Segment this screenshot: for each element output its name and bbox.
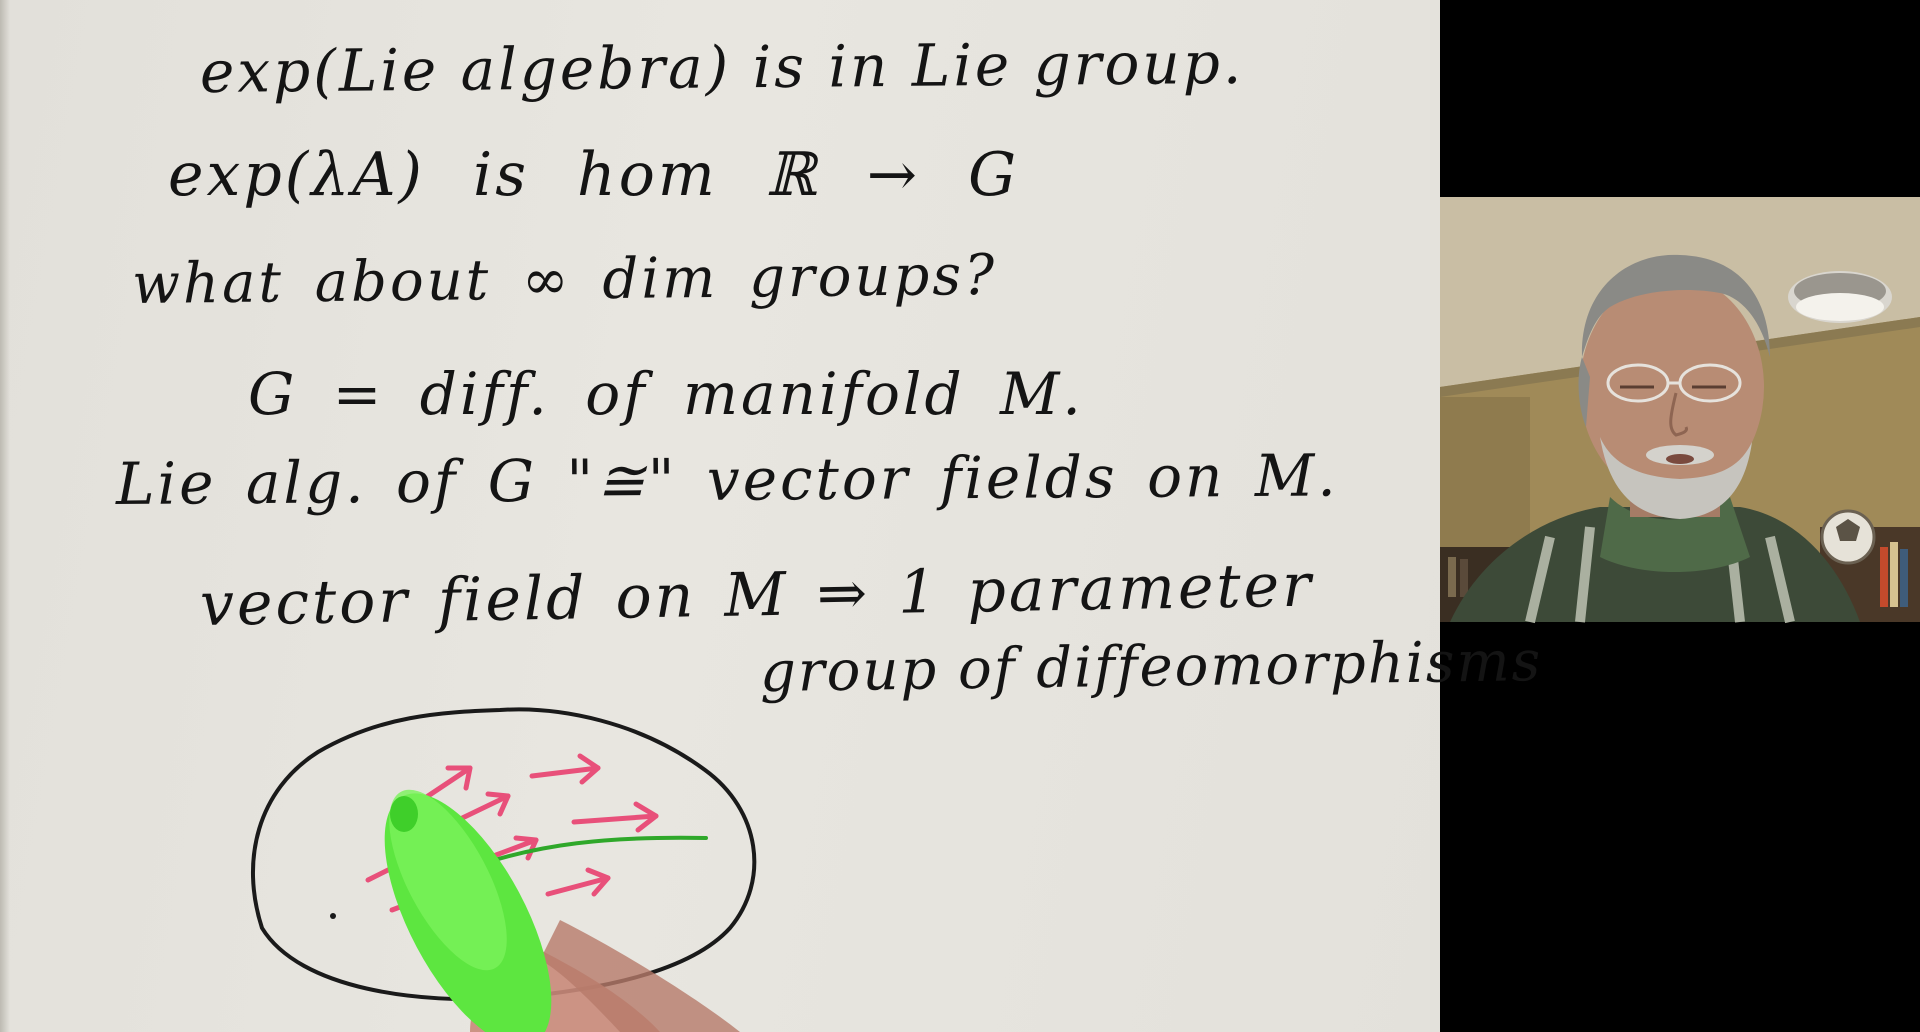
board-line-5: Lie alg. of G "≅" vector fields on M. [115,441,1339,518]
arrow-icon [422,768,470,800]
arrow-icon [574,804,656,830]
board-line-3: what about ∞ dim groups? [131,242,998,317]
webcam-feed [1440,197,1920,622]
board-line-1: exp(Lie algebra) is in Lie group. [199,28,1245,106]
arrow-icon [548,870,608,894]
ceiling-lamp-icon [1788,271,1892,323]
board-line-7: group of diffeomorphisms [759,629,1543,705]
soccer-ball-icon [1822,511,1874,563]
flow-line [488,838,706,862]
point-dot [330,913,336,919]
board-line-4: G = diff. of manifold M. [248,360,1084,428]
marker-icon [351,769,740,1032]
presenter-portrait [1440,197,1920,622]
board-line-2: exp(λA) is hom ℝ → G [168,140,1019,210]
arrow-icon [532,756,598,782]
board-line-6: vector field on M ⇒ 1 parameter [199,550,1315,640]
